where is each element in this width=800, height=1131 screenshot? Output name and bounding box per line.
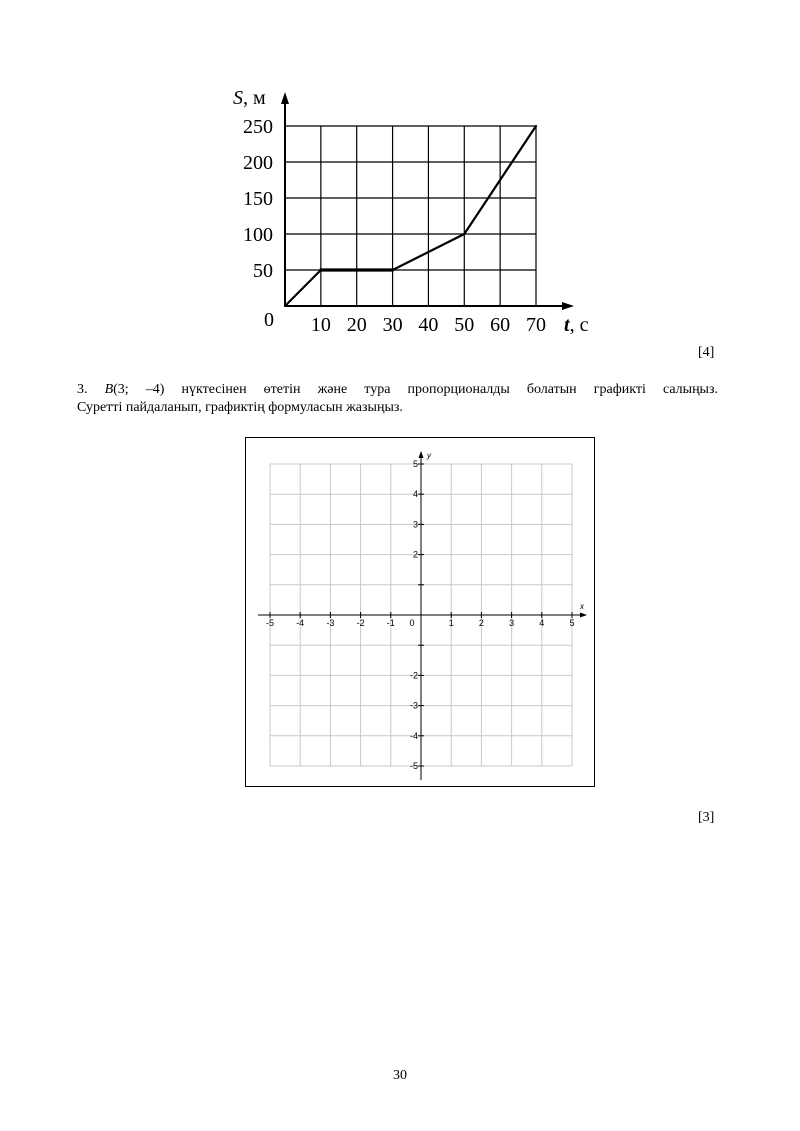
y-tick-label: 250	[243, 116, 273, 138]
x-tick-label: -5	[265, 618, 275, 628]
page-number: 30	[393, 1068, 407, 1083]
task-number: 3.	[77, 382, 88, 397]
x-tick-label: 10	[310, 314, 331, 336]
y-tick-label: 3	[412, 519, 418, 530]
y-axis-label	[233, 87, 266, 109]
y-axis-arrow	[281, 92, 289, 104]
x-tick-label: 2	[478, 618, 484, 628]
y-tick-label: 5	[412, 459, 418, 469]
x-tick-label: 5	[569, 618, 575, 628]
x-tick-label: 70	[526, 314, 546, 336]
x-tick-label: 1	[448, 618, 454, 628]
x-axis-var: t	[564, 314, 570, 336]
y-tick-label: 100	[243, 224, 273, 246]
y-tick-label: 150	[243, 188, 273, 210]
x-tick-label: 40	[418, 314, 439, 336]
y-axis-label: y	[427, 451, 431, 460]
score-marker-3: [3]	[698, 810, 715, 825]
x-axis-label	[564, 314, 589, 336]
coordinate-grid-frame	[245, 437, 595, 787]
x-tick-label: 3	[509, 618, 515, 628]
task-line-1-rest: нүктесінен өтетін және тура пропорционалды болатын графикті салыңыз.	[164, 382, 718, 397]
x-tick-label: 4	[539, 618, 545, 628]
distance-time-chart	[225, 80, 595, 340]
y-tick-label: 4	[412, 489, 418, 500]
y-tick-label: -2	[409, 670, 418, 681]
y-tick-label: -4	[409, 730, 418, 741]
x-tick-label: -4	[296, 618, 305, 628]
x-tick-label: 50	[454, 314, 475, 336]
x-axis-label: x	[580, 602, 584, 611]
y-tick-label: -3	[409, 700, 418, 711]
task-3-text	[77, 381, 718, 417]
y-axis-var: S	[233, 87, 243, 109]
x-tick-label: 0	[409, 618, 415, 628]
score-marker-4: [4]	[698, 345, 715, 360]
x-tick-label: 30	[382, 314, 403, 336]
point-label: B	[104, 382, 114, 397]
x-axis-unit: , с	[569, 314, 589, 336]
point-coords: (3; –4)	[113, 382, 165, 397]
y-axis-arrow	[419, 451, 424, 458]
y-tick-label: -5	[409, 761, 418, 771]
x-tick-label: -1	[386, 618, 395, 628]
task-line-2: Суретті пайдаланып, графиктің формуласын жазыңыз.	[77, 400, 403, 415]
data-segment	[285, 270, 321, 306]
y-tick-label: 50	[253, 260, 273, 282]
x-axis-arrow	[580, 613, 587, 618]
y-tick-label: 2	[412, 549, 418, 560]
y-axis-unit: , м	[243, 87, 266, 109]
x-tick-label: 60	[490, 314, 511, 336]
x-tick-label: 20	[346, 314, 367, 336]
task-line-1	[77, 381, 718, 399]
coordinate-plane	[246, 438, 594, 786]
origin-label: 0	[264, 309, 274, 331]
y-tick-label: 200	[243, 152, 273, 174]
x-tick-label: -2	[356, 618, 365, 628]
x-axis-arrow	[562, 302, 574, 310]
x-tick-label: -3	[326, 618, 335, 628]
